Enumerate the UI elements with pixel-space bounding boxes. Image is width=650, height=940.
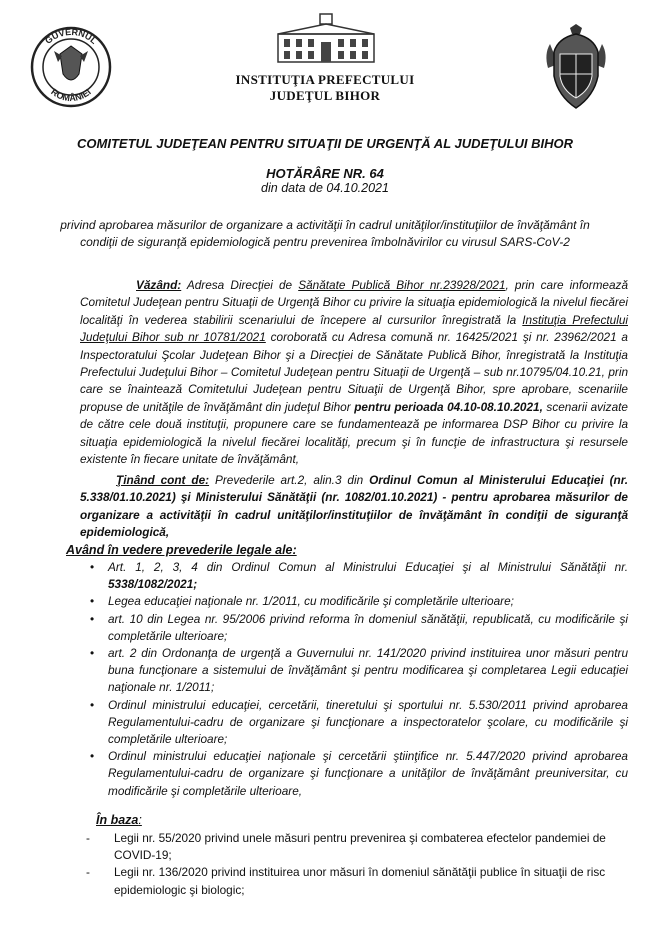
svg-text:GUVERNUL [43,27,99,46]
vazand-period: pentru perioada 04.10-08.10.2021, [354,399,543,414]
list-item: • Ordinul ministrului educaţiei naţionale şi cercetării ştiinţifice nr. 5.447/2020 privind aprobarea Regulamentului-cadru de organizare şi funcţionare a unităţilor de învăţământ preuniversitar, cu modificările şi completările ulterioare, [96,748,628,800]
vazand-text-2: , prin care informează Comitetul Judeţean pentru Situaţii de Urgenţă Bihor cu privire la situaţia epidemiologică la nivelul fiecărei localităţi în vederea stabilirii scenariului de începere al cursurilor înregistrată la [80,278,628,327]
tinand-order: Ordinul Comun al Ministerului Educaţiei (nr. 5.338/01.10.2021) şi Ministerului Sănătăţii (nr. 1082/01.10.2021) - pentru aprobarea măsurilor de organizare a activităţii în cadrul unităţilor/instituţiilor de învăţământ în condiţii de siguranţă epidemiologică, [80,473,628,540]
vazand-ref-prefect: Instituţia Prefectului Judeţului Bihor sub nr 10781/2021 [80,312,628,345]
vazand-text-1: Adresa Direcţiei de [181,278,299,292]
list-item: • Ordinul ministrului educaţiei, cercetării, tineretului şi sportului nr. 5.530/2011 privind aprobarea Regulamentului-cadru de organizare şi funcţionare a inspectoratelor şcolare, cu modificările şi completările ulterioare; [96,697,628,749]
list-item: • Legea educaţiei naţionale nr. 1/2011, cu modificările şi completările ulterioare; [96,593,628,610]
decision-date: din data de 04.10.2021 [261,181,389,195]
inbaza-label: În baza: [96,813,142,827]
legal-basis-list [86,830,628,899]
list-item: • art. 10 din Legea nr. 95/2006 privind reforma în domeniul sănătăţii, republicată, cu modificările şi completările ulterioare; [96,611,628,645]
paragraph-tinand [80,472,628,542]
prefecture-building-icon [270,12,382,66]
decision-subject: privind aprobarea măsurilor de organizare a activităţii în cadrul unităţilor/instituţiilor de învăţământ în condiţii de siguranţă epidemiologică pentru prevenirea îmbolnăvirilor cu virusul SARS-CoV-2 [60,218,590,249]
vazand-label: Văzând: [136,278,182,292]
vazand-ref-dsp: Sănătate Publică Bihor nr.23928/2021 [298,278,506,292]
institution-name: INSTITUŢIA PREFECTULUI [235,72,415,87]
vazand-text-4: scenarii avizate de către cele două instituţii, propunere care se fundamentează pe informarea DSP Bihor cu privire la situaţia epidemiologică la nivelul fiecărei localităţi, precum şi în funcţie de infrastructura şi resursele existente în fiecare unitate de învăţământ, [80,399,628,467]
vazand-text-3: coroborată cu Adresa comună nr. 16425/2021 şi nr. 23962/2021 a Inspectoratului Şcolar Judeţean Bihor şi a Direcţiei de Sănătate Publică Bihor, înregistrată la Instituţia Prefectului Judeţului Bihor – Comitetul Judeţean pentru Situaţii de Urgenţă – sub nr.10795/04.10.21, prin care se înaintează Comitetului Judeţean pentru Situaţii de Urgenţă Bihor, spre aprobare, scenariile propuse de unităţile de învăţământ din judeţul Bihor [80,330,628,414]
legal-provisions-list [96,559,628,800]
tinand-label: Ţinând cont de: [116,473,210,487]
list-item: - Legii nr. 136/2020 privind instituirea unor măsuri în domeniul sănătăţii publice în situaţii de risc epidemiologic şi biologic; [86,864,628,898]
tinand-text: Prevederile art.2, alin.3 din [209,473,370,487]
government-seal-icon [30,26,112,108]
list-item: • art. 2 din Ordonanţa de urgenţă a Guvernului nr. 141/2020 privind instituirea unor măsuri pentru buna funcţionare a sistemului de învăţământ şi pentru modificarea şi completarea Legii educaţiei naţionale nr. 1/2011; [96,645,628,697]
avand-label: Având în vedere prevederile legale ale: [66,543,297,557]
decision-number: HOTĂRÂRE NR. 64 [266,166,384,181]
seal-text-top: GUVERNUL [43,26,100,46]
committee-title: COMITETUL JUDEŢEAN PENTRU SITUAŢII DE URGENŢĂ AL JUDEŢULUI BIHOR [77,136,573,151]
coat-of-arms-icon [540,24,612,112]
list-item: - Legii nr. 55/2020 privind unele măsuri pentru prevenirea şi combaterea efectelor pandemiei de COVID-19; [86,830,628,864]
seal-text-bottom: ROMÂNIEI [49,86,93,104]
institution-county: JUDEŢUL BIHOR [269,88,381,103]
list-item: • Art. 1, 2, 3, 4 din Ordinul Comun al Ministrului Educaţiei şi al Ministrului Sănătăţii nr. 5338/1082/2021; [96,559,628,593]
paragraph-vazand [80,277,628,468]
svg-text:ROMÂNIEI [49,87,93,104]
